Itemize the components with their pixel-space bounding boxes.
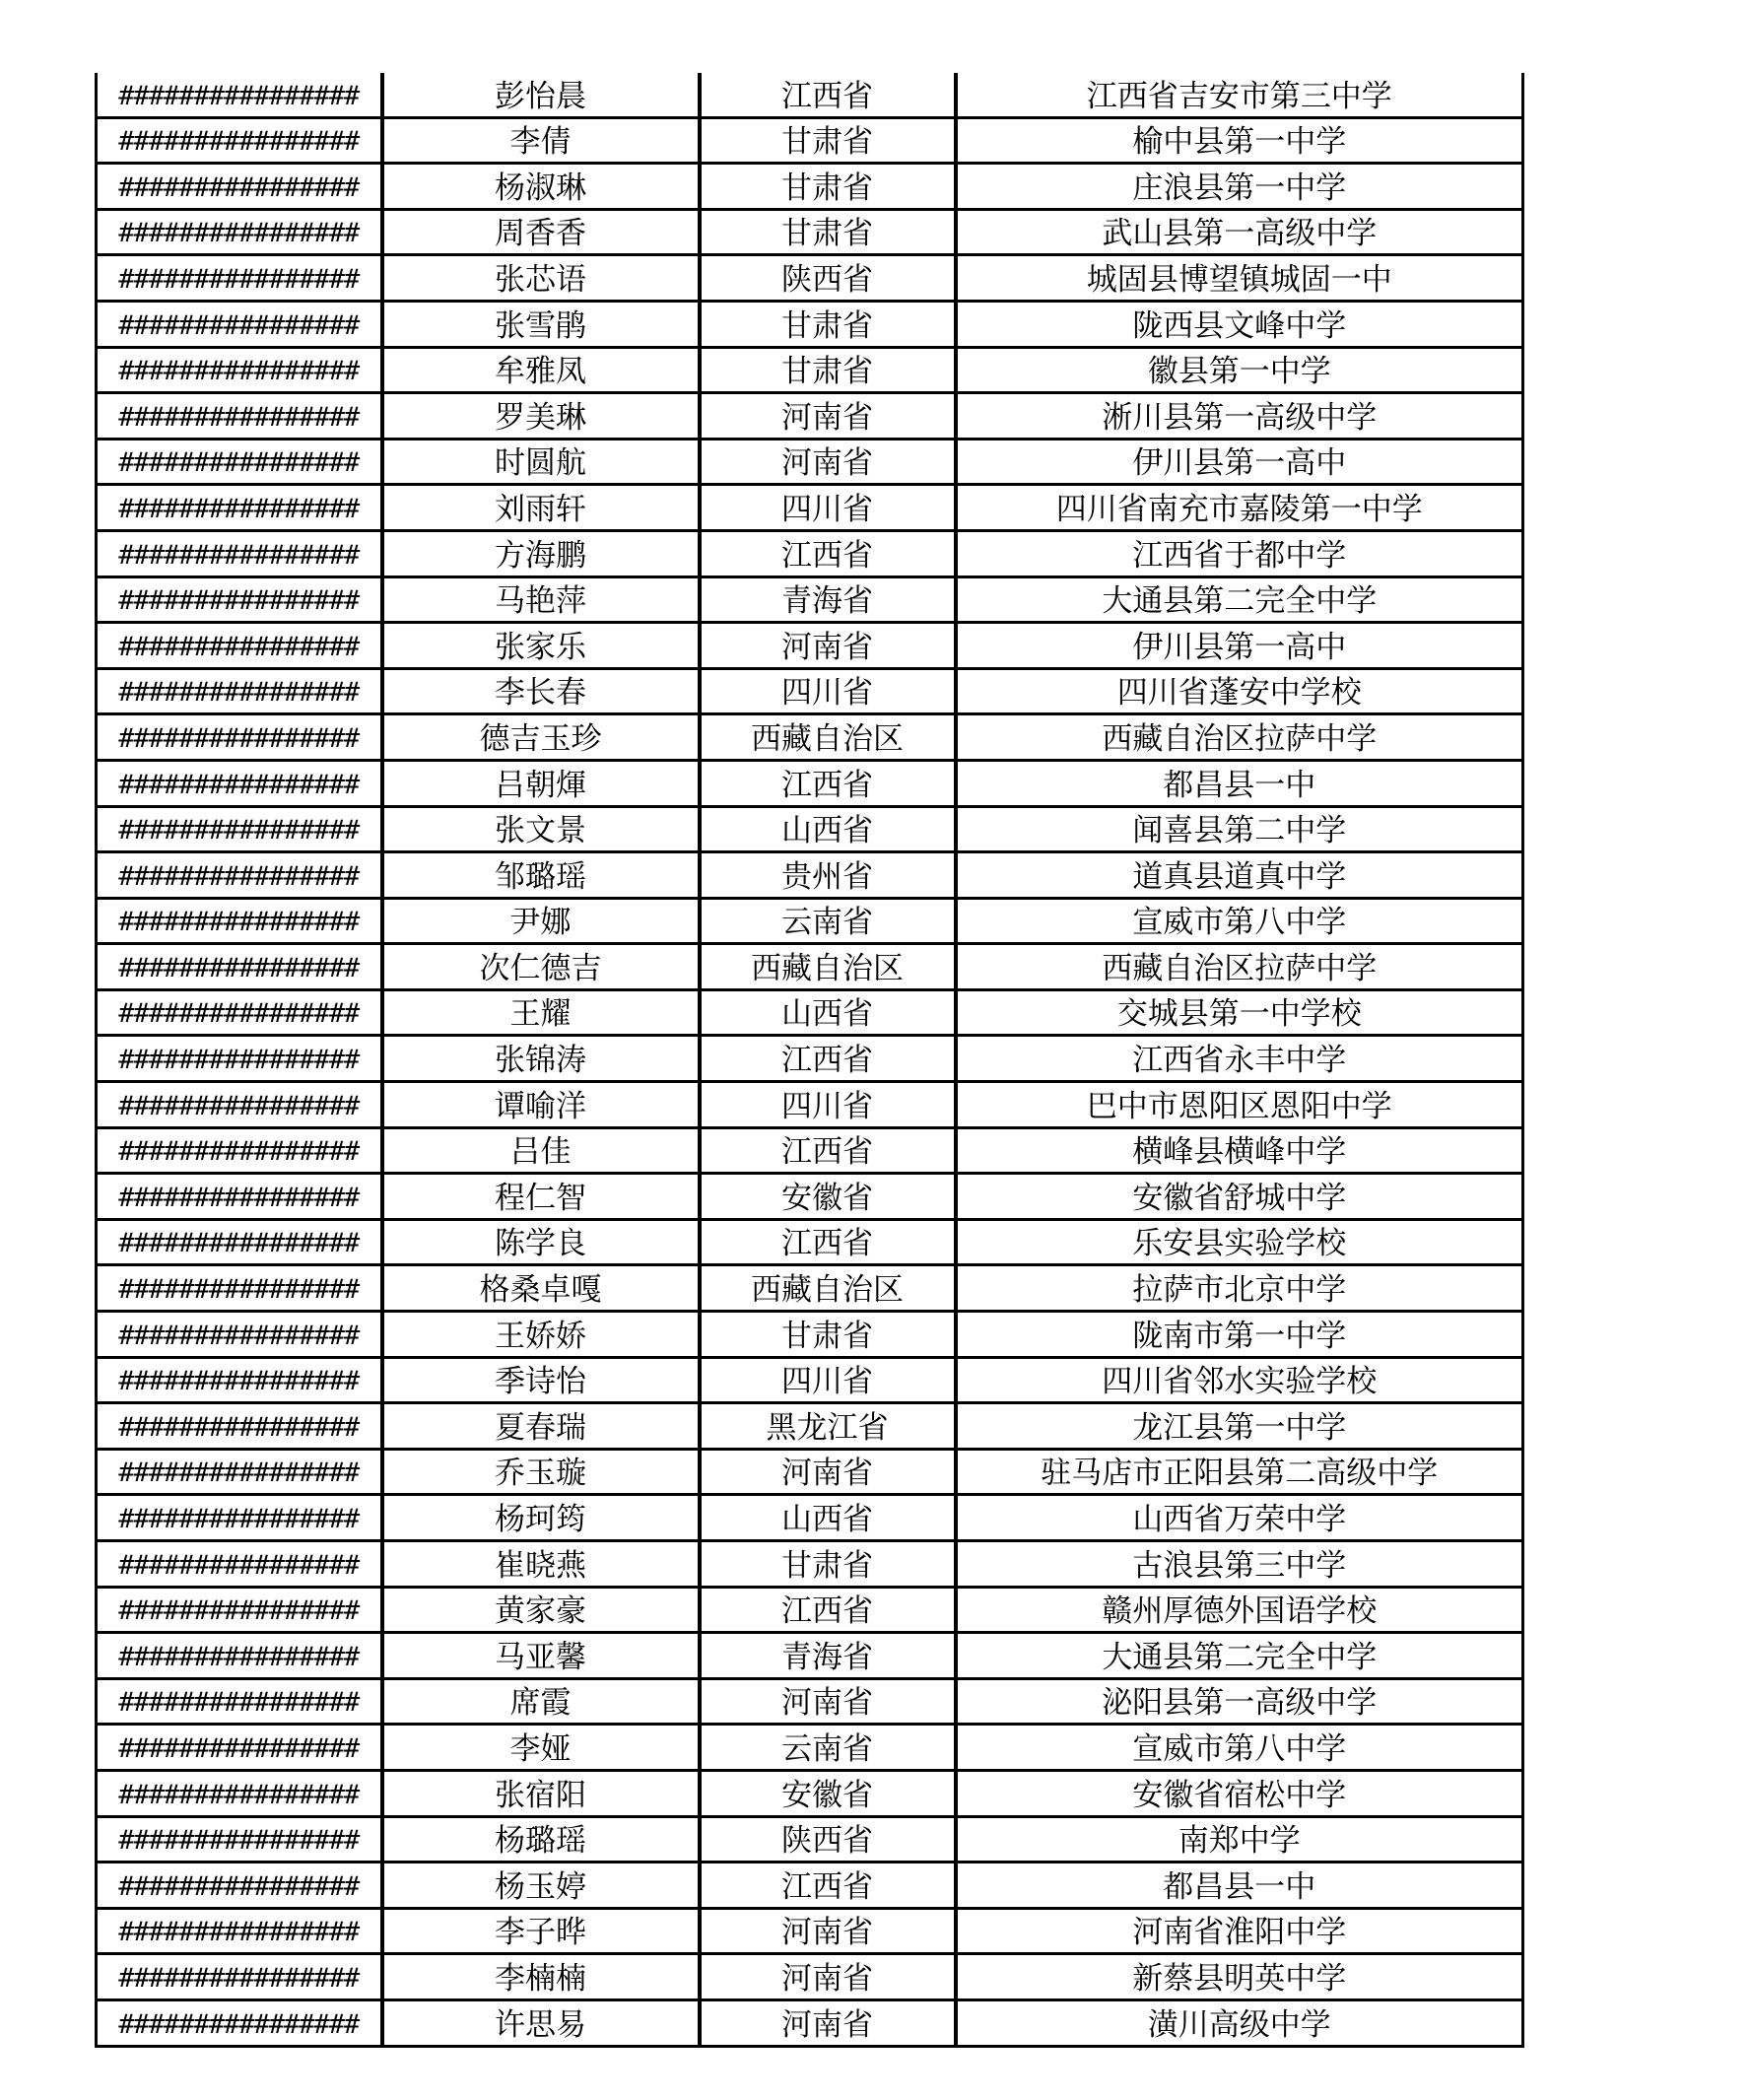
id-cell: ################ — [97, 1587, 382, 1633]
name-cell: 程仁智 — [382, 1174, 700, 1220]
table-row — [97, 1954, 1523, 2000]
province-cell: 河南省 — [700, 1908, 956, 1954]
province-cell: 西藏自治区 — [700, 1265, 956, 1312]
school-cell: 驻马店市正阳县第二高级中学 — [956, 1449, 1523, 1495]
id-cell: ################ — [97, 898, 382, 944]
province-cell: 江西省 — [700, 73, 956, 117]
name-cell: 张家乐 — [382, 623, 700, 669]
school-cell: 巴中市恩阳区恩阳中学 — [956, 1082, 1523, 1128]
id-cell: ################ — [97, 1174, 382, 1220]
province-cell: 四川省 — [700, 1082, 956, 1128]
name-cell: 邹璐瑶 — [382, 852, 700, 899]
id-cell: ################ — [97, 944, 382, 990]
id-cell: ################ — [97, 1495, 382, 1541]
name-cell: 牟雅凤 — [382, 347, 700, 393]
school-cell: 江西省于都中学 — [956, 530, 1523, 576]
id-cell: ################ — [97, 1770, 382, 1816]
name-cell: 许思易 — [382, 1999, 700, 2046]
name-cell: 张文景 — [382, 806, 700, 852]
table-row — [97, 1265, 1523, 1312]
table-row — [97, 623, 1523, 669]
school-cell: 武山县第一高级中学 — [956, 209, 1523, 255]
name-cell: 方海鹏 — [382, 530, 700, 576]
name-cell: 吕佳 — [382, 1127, 700, 1174]
table-row — [97, 1403, 1523, 1450]
table-row — [97, 1725, 1523, 1771]
id-cell: ################ — [97, 1127, 382, 1174]
table-row — [97, 668, 1523, 714]
province-cell: 西藏自治区 — [700, 714, 956, 761]
school-cell: 拉萨市北京中学 — [956, 1265, 1523, 1312]
id-cell: ################ — [97, 1999, 382, 2046]
id-cell: ################ — [97, 1219, 382, 1265]
name-cell: 黄家豪 — [382, 1587, 700, 1633]
id-cell: ################ — [97, 668, 382, 714]
province-cell: 江西省 — [700, 760, 956, 806]
id-cell: ################ — [97, 164, 382, 210]
name-cell: 时圆航 — [382, 439, 700, 485]
school-cell: 伊川县第一高中 — [956, 623, 1523, 669]
school-cell: 江西省吉安市第三中学 — [956, 73, 1523, 117]
name-cell: 马艳萍 — [382, 576, 700, 623]
province-cell: 江西省 — [700, 1127, 956, 1174]
school-cell: 安徽省舒城中学 — [956, 1174, 1523, 1220]
roster-table — [95, 73, 1524, 2048]
id-cell: ################ — [97, 1403, 382, 1450]
id-cell: ################ — [97, 1678, 382, 1725]
school-cell: 伊川县第一高中 — [956, 439, 1523, 485]
province-cell: 甘肃省 — [700, 164, 956, 210]
table-row — [97, 439, 1523, 485]
id-cell: ################ — [97, 1816, 382, 1863]
id-cell: ################ — [97, 393, 382, 440]
table-row — [97, 164, 1523, 210]
table-row — [97, 1999, 1523, 2046]
province-cell: 安徽省 — [700, 1770, 956, 1816]
table-row — [97, 1863, 1523, 1909]
school-cell: 西藏自治区拉萨中学 — [956, 714, 1523, 761]
id-cell: ################ — [97, 485, 382, 531]
id-cell: ################ — [97, 760, 382, 806]
id-cell: ################ — [97, 1265, 382, 1312]
table-row — [97, 576, 1523, 623]
province-cell: 江西省 — [700, 530, 956, 576]
school-cell: 西藏自治区拉萨中学 — [956, 944, 1523, 990]
school-cell: 横峰县横峰中学 — [956, 1127, 1523, 1174]
name-cell: 李娅 — [382, 1725, 700, 1771]
school-cell: 道真县道真中学 — [956, 852, 1523, 899]
id-cell: ################ — [97, 1908, 382, 1954]
province-cell: 青海省 — [700, 576, 956, 623]
name-cell: 吕朝煇 — [382, 760, 700, 806]
school-cell: 赣州厚德外国语学校 — [956, 1587, 1523, 1633]
school-cell: 龙江县第一中学 — [956, 1403, 1523, 1450]
province-cell: 甘肃省 — [700, 1312, 956, 1358]
school-cell: 陇西县文峰中学 — [956, 301, 1523, 347]
id-cell: ################ — [97, 1633, 382, 1679]
id-cell: ################ — [97, 852, 382, 899]
table-row — [97, 255, 1523, 302]
id-cell: ################ — [97, 806, 382, 852]
school-cell: 都昌县一中 — [956, 1863, 1523, 1909]
province-cell: 河南省 — [700, 1999, 956, 2046]
province-cell: 四川省 — [700, 1357, 956, 1403]
name-cell: 陈学良 — [382, 1219, 700, 1265]
table-row — [97, 1174, 1523, 1220]
table-row — [97, 393, 1523, 440]
table-row — [97, 1908, 1523, 1954]
province-cell: 贵州省 — [700, 852, 956, 899]
table-row — [97, 1495, 1523, 1541]
province-cell: 江西省 — [700, 1036, 956, 1082]
table-row — [97, 347, 1523, 393]
name-cell: 李楠楠 — [382, 1954, 700, 2000]
id-cell: ################ — [97, 1357, 382, 1403]
school-cell: 宣威市第八中学 — [956, 898, 1523, 944]
school-cell: 徽县第一中学 — [956, 347, 1523, 393]
province-cell: 河南省 — [700, 1678, 956, 1725]
table-row — [97, 1312, 1523, 1358]
name-cell: 杨淑琳 — [382, 164, 700, 210]
table-row — [97, 760, 1523, 806]
school-cell: 南郑中学 — [956, 1816, 1523, 1863]
school-cell: 宣威市第八中学 — [956, 1725, 1523, 1771]
school-cell: 河南省淮阳中学 — [956, 1908, 1523, 1954]
table-row — [97, 1541, 1523, 1588]
table-row — [97, 1449, 1523, 1495]
province-cell: 青海省 — [700, 1633, 956, 1679]
name-cell: 张锦涛 — [382, 1036, 700, 1082]
table-row — [97, 485, 1523, 531]
table-row — [97, 73, 1523, 117]
id-cell: ################ — [97, 1082, 382, 1128]
table-row — [97, 1036, 1523, 1082]
school-cell: 四川省邻水实验学校 — [956, 1357, 1523, 1403]
province-cell: 安徽省 — [700, 1174, 956, 1220]
table-row — [97, 1082, 1523, 1128]
school-cell: 榆中县第一中学 — [956, 117, 1523, 164]
roster-body — [97, 73, 1523, 2046]
name-cell: 崔晓燕 — [382, 1541, 700, 1588]
province-cell: 甘肃省 — [700, 1541, 956, 1588]
school-cell: 都昌县一中 — [956, 760, 1523, 806]
table-row — [97, 852, 1523, 899]
name-cell: 张宿阳 — [382, 1770, 700, 1816]
table-row — [97, 209, 1523, 255]
id-cell: ################ — [97, 1863, 382, 1909]
id-cell: ################ — [97, 714, 382, 761]
province-cell: 甘肃省 — [700, 301, 956, 347]
id-cell: ################ — [97, 117, 382, 164]
name-cell: 周香香 — [382, 209, 700, 255]
name-cell: 杨玉婷 — [382, 1863, 700, 1909]
school-cell: 古浪县第三中学 — [956, 1541, 1523, 1588]
school-cell: 乐安县实验学校 — [956, 1219, 1523, 1265]
school-cell: 安徽省宿松中学 — [956, 1770, 1523, 1816]
school-cell: 四川省蓬安中学校 — [956, 668, 1523, 714]
id-cell: ################ — [97, 623, 382, 669]
id-cell: ################ — [97, 301, 382, 347]
province-cell: 江西省 — [700, 1219, 956, 1265]
name-cell: 刘雨轩 — [382, 485, 700, 531]
id-cell: ################ — [97, 1449, 382, 1495]
name-cell: 彭怡晨 — [382, 73, 700, 117]
name-cell: 谭喻洋 — [382, 1082, 700, 1128]
table-row — [97, 1678, 1523, 1725]
id-cell: ################ — [97, 576, 382, 623]
name-cell: 格桑卓嘎 — [382, 1265, 700, 1312]
province-cell: 四川省 — [700, 485, 956, 531]
id-cell: ################ — [97, 530, 382, 576]
name-cell: 张雪鹃 — [382, 301, 700, 347]
province-cell: 河南省 — [700, 439, 956, 485]
province-cell: 云南省 — [700, 898, 956, 944]
province-cell: 甘肃省 — [700, 347, 956, 393]
school-cell: 泌阳县第一高级中学 — [956, 1678, 1523, 1725]
id-cell: ################ — [97, 73, 382, 117]
name-cell: 李长春 — [382, 668, 700, 714]
id-cell: ################ — [97, 1036, 382, 1082]
province-cell: 江西省 — [700, 1863, 956, 1909]
province-cell: 江西省 — [700, 1587, 956, 1633]
province-cell: 陕西省 — [700, 255, 956, 302]
table-row — [97, 989, 1523, 1036]
school-cell: 庄浪县第一中学 — [956, 164, 1523, 210]
name-cell: 夏春瑞 — [382, 1403, 700, 1450]
table-row — [97, 117, 1523, 164]
table-row — [97, 1587, 1523, 1633]
province-cell: 陕西省 — [700, 1816, 956, 1863]
id-cell: ################ — [97, 255, 382, 302]
id-cell: ################ — [97, 1725, 382, 1771]
school-cell: 潢川高级中学 — [956, 1999, 1523, 2046]
school-cell: 陇南市第一中学 — [956, 1312, 1523, 1358]
id-cell: ################ — [97, 347, 382, 393]
table-row — [97, 806, 1523, 852]
table-row — [97, 944, 1523, 990]
id-cell: ################ — [97, 989, 382, 1036]
table-row — [97, 1770, 1523, 1816]
name-cell: 杨璐瑶 — [382, 1816, 700, 1863]
province-cell: 西藏自治区 — [700, 944, 956, 990]
province-cell: 甘肃省 — [700, 117, 956, 164]
name-cell: 次仁德吉 — [382, 944, 700, 990]
name-cell: 张芯语 — [382, 255, 700, 302]
name-cell: 李子晔 — [382, 1908, 700, 1954]
school-cell: 交城县第一中学校 — [956, 989, 1523, 1036]
name-cell: 尹娜 — [382, 898, 700, 944]
table-row — [97, 1127, 1523, 1174]
name-cell: 杨珂筠 — [382, 1495, 700, 1541]
table-row — [97, 898, 1523, 944]
name-cell: 乔玉璇 — [382, 1449, 700, 1495]
id-cell: ################ — [97, 439, 382, 485]
table-row — [97, 1816, 1523, 1863]
id-cell: ################ — [97, 1541, 382, 1588]
name-cell: 季诗怡 — [382, 1357, 700, 1403]
name-cell: 李倩 — [382, 117, 700, 164]
table-row — [97, 1633, 1523, 1679]
id-cell: ################ — [97, 209, 382, 255]
table-row — [97, 1219, 1523, 1265]
name-cell: 王耀 — [382, 989, 700, 1036]
school-cell: 淅川县第一高级中学 — [956, 393, 1523, 440]
province-cell: 河南省 — [700, 1954, 956, 2000]
province-cell: 山西省 — [700, 989, 956, 1036]
table-row — [97, 301, 1523, 347]
table-row — [97, 714, 1523, 761]
name-cell: 马亚馨 — [382, 1633, 700, 1679]
school-cell: 四川省南充市嘉陵第一中学 — [956, 485, 1523, 531]
name-cell: 席霞 — [382, 1678, 700, 1725]
school-cell: 大通县第二完全中学 — [956, 576, 1523, 623]
table-row — [97, 530, 1523, 576]
school-cell: 新蔡县明英中学 — [956, 1954, 1523, 2000]
school-cell: 江西省永丰中学 — [956, 1036, 1523, 1082]
province-cell: 河南省 — [700, 393, 956, 440]
school-cell: 大通县第二完全中学 — [956, 1633, 1523, 1679]
id-cell: ################ — [97, 1312, 382, 1358]
school-cell: 闻喜县第二中学 — [956, 806, 1523, 852]
name-cell: 德吉玉珍 — [382, 714, 700, 761]
id-cell: ################ — [97, 1954, 382, 2000]
province-cell: 河南省 — [700, 1449, 956, 1495]
province-cell: 黑龙江省 — [700, 1403, 956, 1450]
name-cell: 王娇娇 — [382, 1312, 700, 1358]
school-cell: 城固县博望镇城固一中 — [956, 255, 1523, 302]
province-cell: 山西省 — [700, 1495, 956, 1541]
table-row — [97, 1357, 1523, 1403]
province-cell: 甘肃省 — [700, 209, 956, 255]
province-cell: 山西省 — [700, 806, 956, 852]
school-cell: 山西省万荣中学 — [956, 1495, 1523, 1541]
province-cell: 四川省 — [700, 668, 956, 714]
province-cell: 云南省 — [700, 1725, 956, 1771]
province-cell: 河南省 — [700, 623, 956, 669]
name-cell: 罗美琳 — [382, 393, 700, 440]
